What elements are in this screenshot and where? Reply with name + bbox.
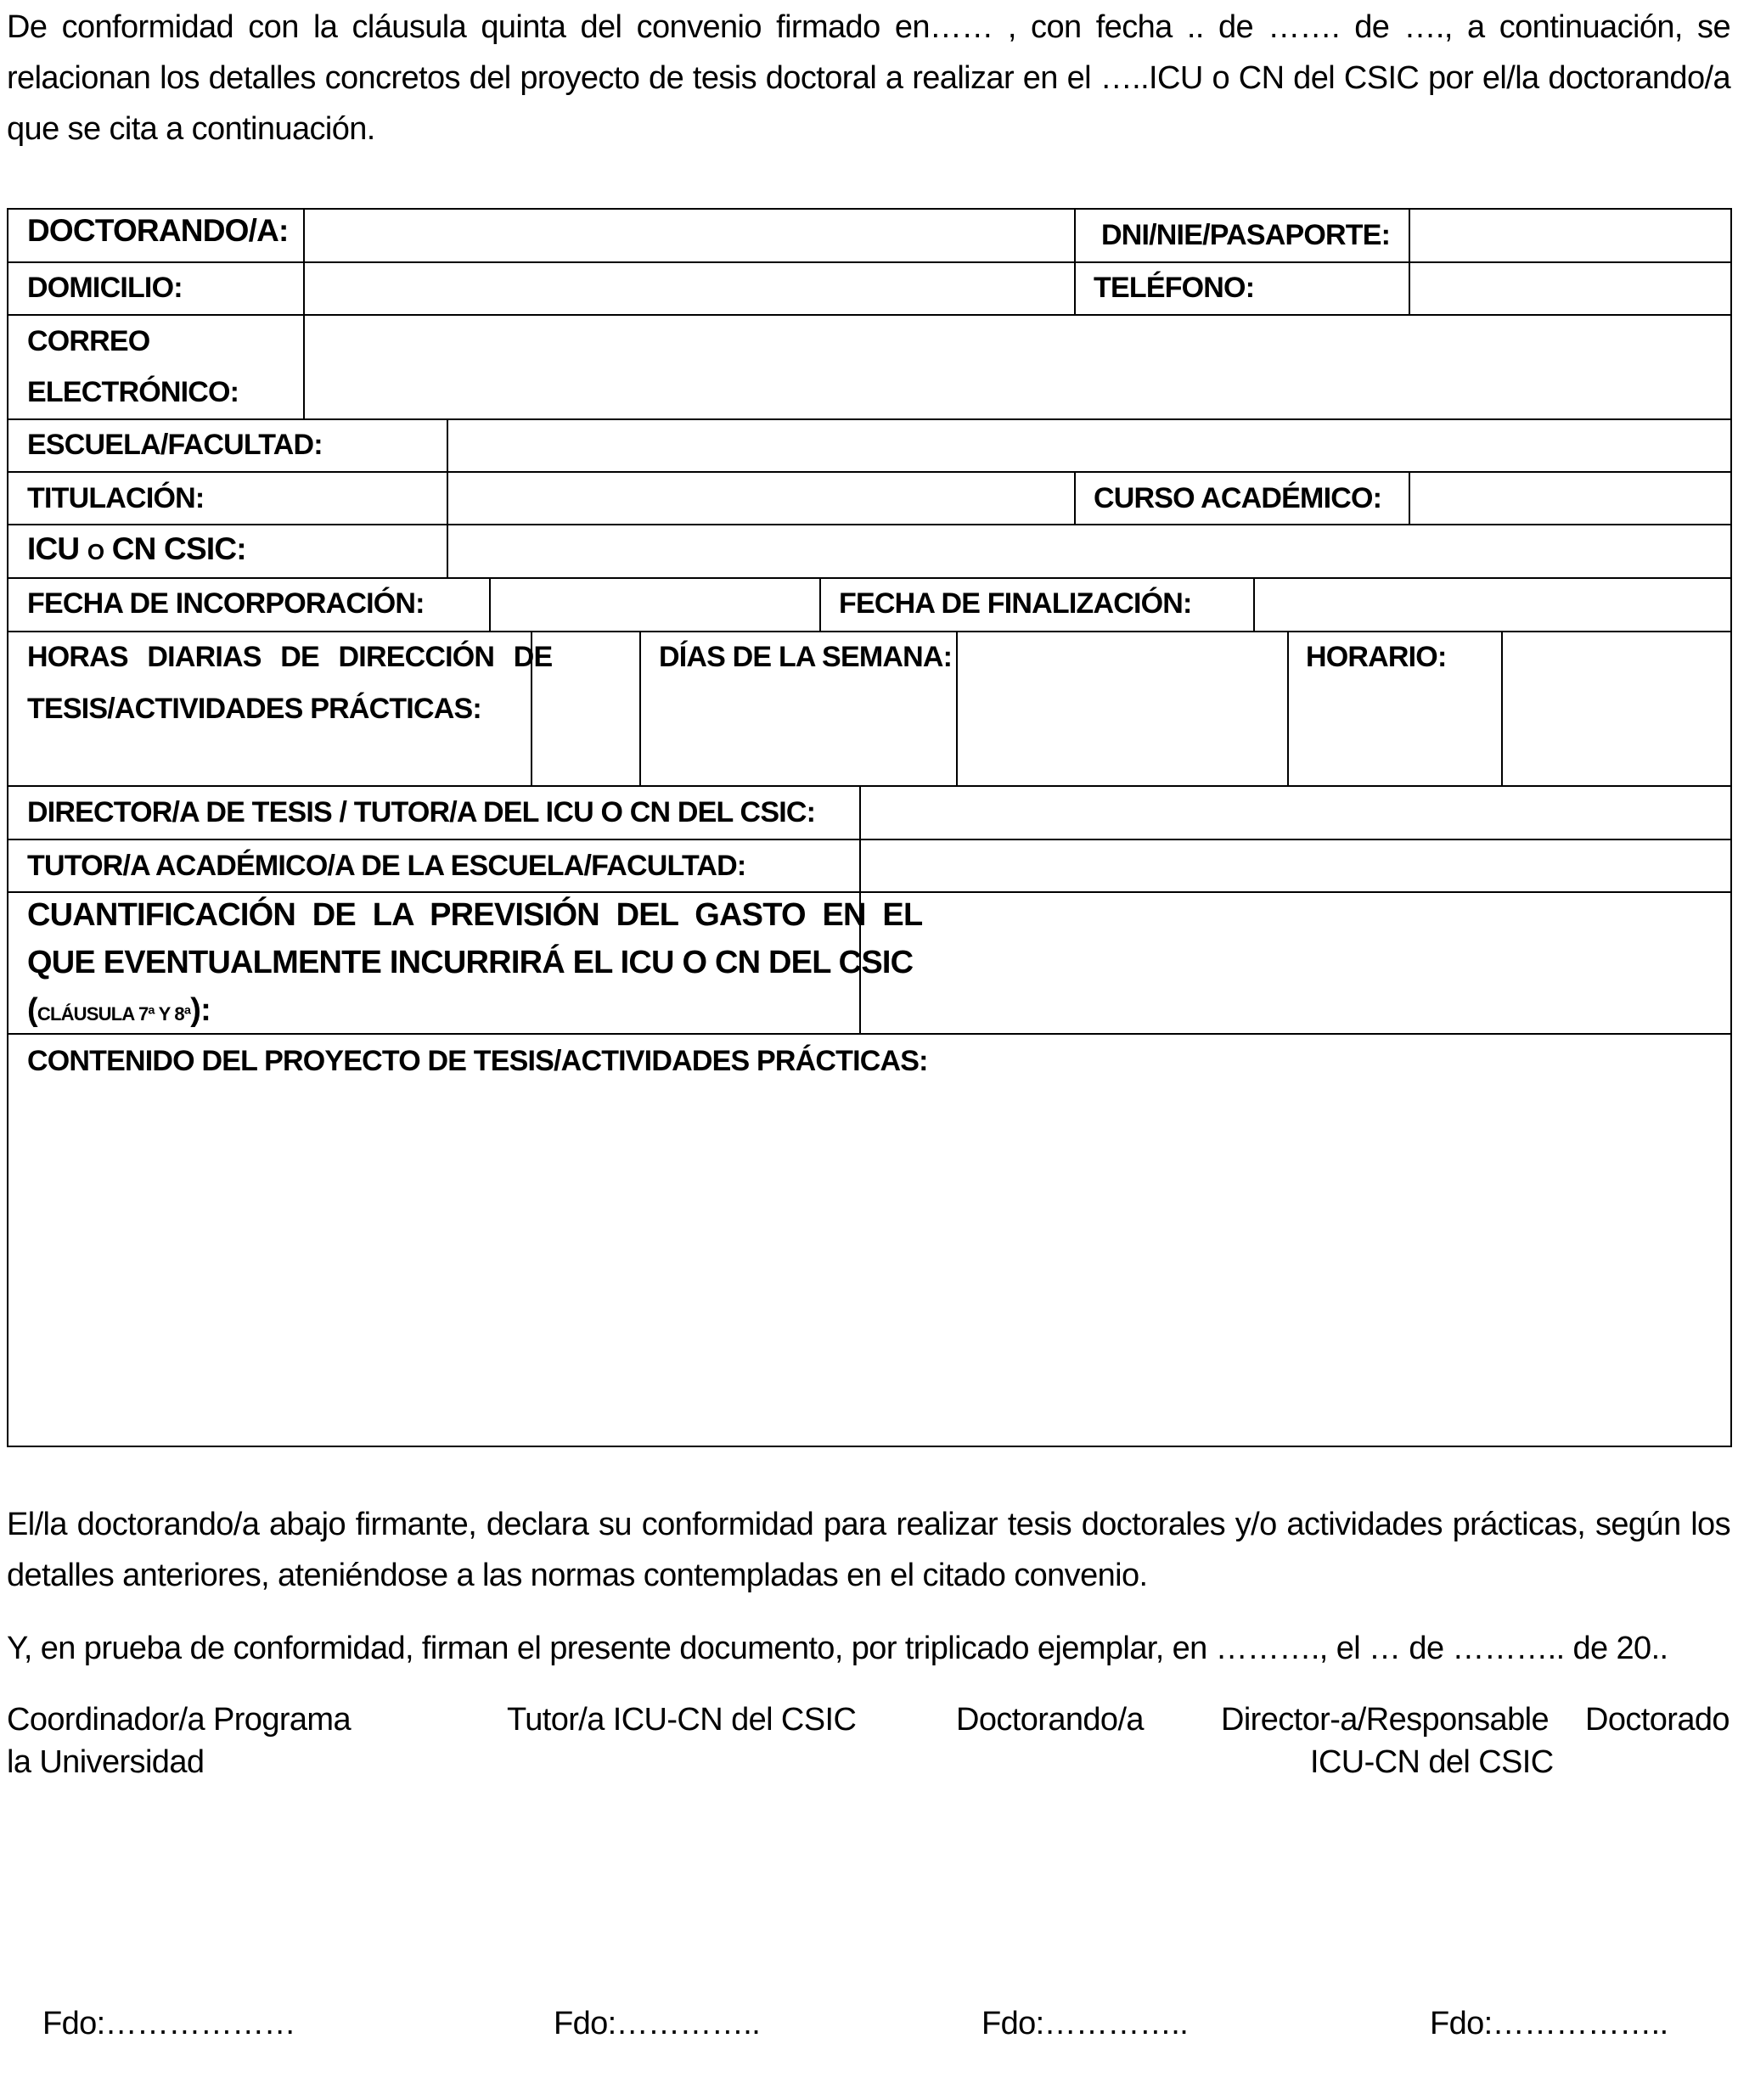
fdo-doctorando: Fdo:………….. <box>981 2006 1189 2041</box>
firma-coordinador-line2: la Universidad <box>7 1744 205 1780</box>
col-divider <box>1287 631 1289 785</box>
label-contenido: CONTENIDO DEL PROYECTO DE TESIS/ACTIVIDADES PRÁCTICAS: <box>27 1045 928 1077</box>
declaracion-paragraph: El/la doctorando/a abajo firmante, declara su conformidad para realizar tesis doctorales y/o actividades prácticas, según los detalles anteriores, ateniéndose a las normas contempladas en el citado convenio. <box>7 1507 1730 1593</box>
label-correo-line2: ELECTRÓNICO: <box>27 376 239 408</box>
col-divider <box>956 631 958 785</box>
col-divider <box>303 208 305 418</box>
firma-director-line2: ICU-CN del CSIC <box>1310 1744 1554 1780</box>
label-telefono: TELÉFONO: <box>1094 272 1255 304</box>
prueba-paragraph: Y, en prueba de conformidad, firman el presente documento, por triplicado ejemplar, en ………., el … de ……….. de 20.. <box>7 1631 1668 1666</box>
label-dni: DNI/NIE/PASAPORTE: <box>1101 219 1391 251</box>
label-horario: HORARIO: <box>1306 641 1447 673</box>
label-titulacion: TITULACIÓN: <box>27 482 205 514</box>
label-domicilio: DOMICILIO: <box>27 272 183 304</box>
col-divider <box>489 577 491 631</box>
label-cuantificacion-line1: CUANTIFICACIÓN DE LA PREVISIÓN DEL GASTO EN EL <box>27 897 923 933</box>
label-fecha-finalizacion: FECHA DE FINALIZACIÓN: <box>839 587 1192 620</box>
col-divider <box>1253 577 1255 631</box>
col-divider <box>819 577 821 631</box>
row-divider <box>7 471 1732 473</box>
col-divider <box>1074 471 1076 524</box>
fdo-coordinador: Fdo:……………… <box>42 2006 296 2041</box>
firma-tutor: Tutor/a ICU-CN del CSIC <box>507 1702 857 1738</box>
firma-doctorando: Doctorando/a <box>956 1702 1144 1738</box>
row-divider <box>7 261 1732 263</box>
col-divider <box>1409 208 1410 314</box>
col-divider <box>1074 208 1076 314</box>
firma-coordinador-line1: Coordinador/a Programa <box>7 1702 352 1738</box>
fdo-director: Fdo:…………….. <box>1430 2006 1668 2041</box>
label-curso: CURSO ACADÉMICO: <box>1094 482 1382 514</box>
row-divider <box>7 524 1732 525</box>
label-director: DIRECTOR/A DE TESIS / TUTOR/A DEL ICU O CN DEL CSIC: <box>27 796 816 828</box>
row-divider <box>7 314 1732 316</box>
fdo-tutor: Fdo:………….. <box>554 2006 761 2041</box>
firma-doctorado: Doctorado <box>1585 1702 1730 1738</box>
label-doctorando: DOCTORANDO/A: <box>27 213 289 248</box>
label-correo-line1: CORREO <box>27 325 150 357</box>
label-escuela: ESCUELA/FACULTAD: <box>27 429 323 461</box>
row-divider <box>7 1033 1732 1035</box>
label-fecha-incorporacion: FECHA DE INCORPORACIÓN: <box>27 587 425 620</box>
col-divider <box>1409 471 1410 524</box>
label-tutor: TUTOR/A ACADÉMICO/A DE LA ESCUELA/FACULTAD: <box>27 850 746 882</box>
label-cuantificacion-line3: (CLÁUSULA 7ª Y 8ª): <box>27 992 211 1028</box>
label-cuantificacion-line2: QUE EVENTUALMENTE INCURRIRÁ EL ICU O CN DEL CSIC <box>27 945 914 980</box>
label-dias: DÍAS DE LA SEMANA: <box>659 641 953 673</box>
intro-paragraph: De conformidad con la cláusula quinta del convenio firmado en…… , con fecha .. de ……. de …., a continuación, se relacionan los detalles concretos del proyecto de tesis doctoral a realizar en el …..ICU o CN del CSIC por el/la doctorando/a que se cita a continuación. <box>7 9 1730 147</box>
label-horas-line1: HORAS DIARIAS DE DIRECCIÓN DE <box>27 641 553 673</box>
col-divider <box>447 418 448 577</box>
label-horas-line2: TESIS/ACTIVIDADES PRÁCTICAS: <box>27 693 481 725</box>
label-icu: ICU O CN CSIC: <box>27 531 246 566</box>
col-divider <box>1501 631 1503 785</box>
col-divider <box>639 631 641 785</box>
firma-director-line1: Director-a/Responsable <box>1221 1702 1549 1738</box>
